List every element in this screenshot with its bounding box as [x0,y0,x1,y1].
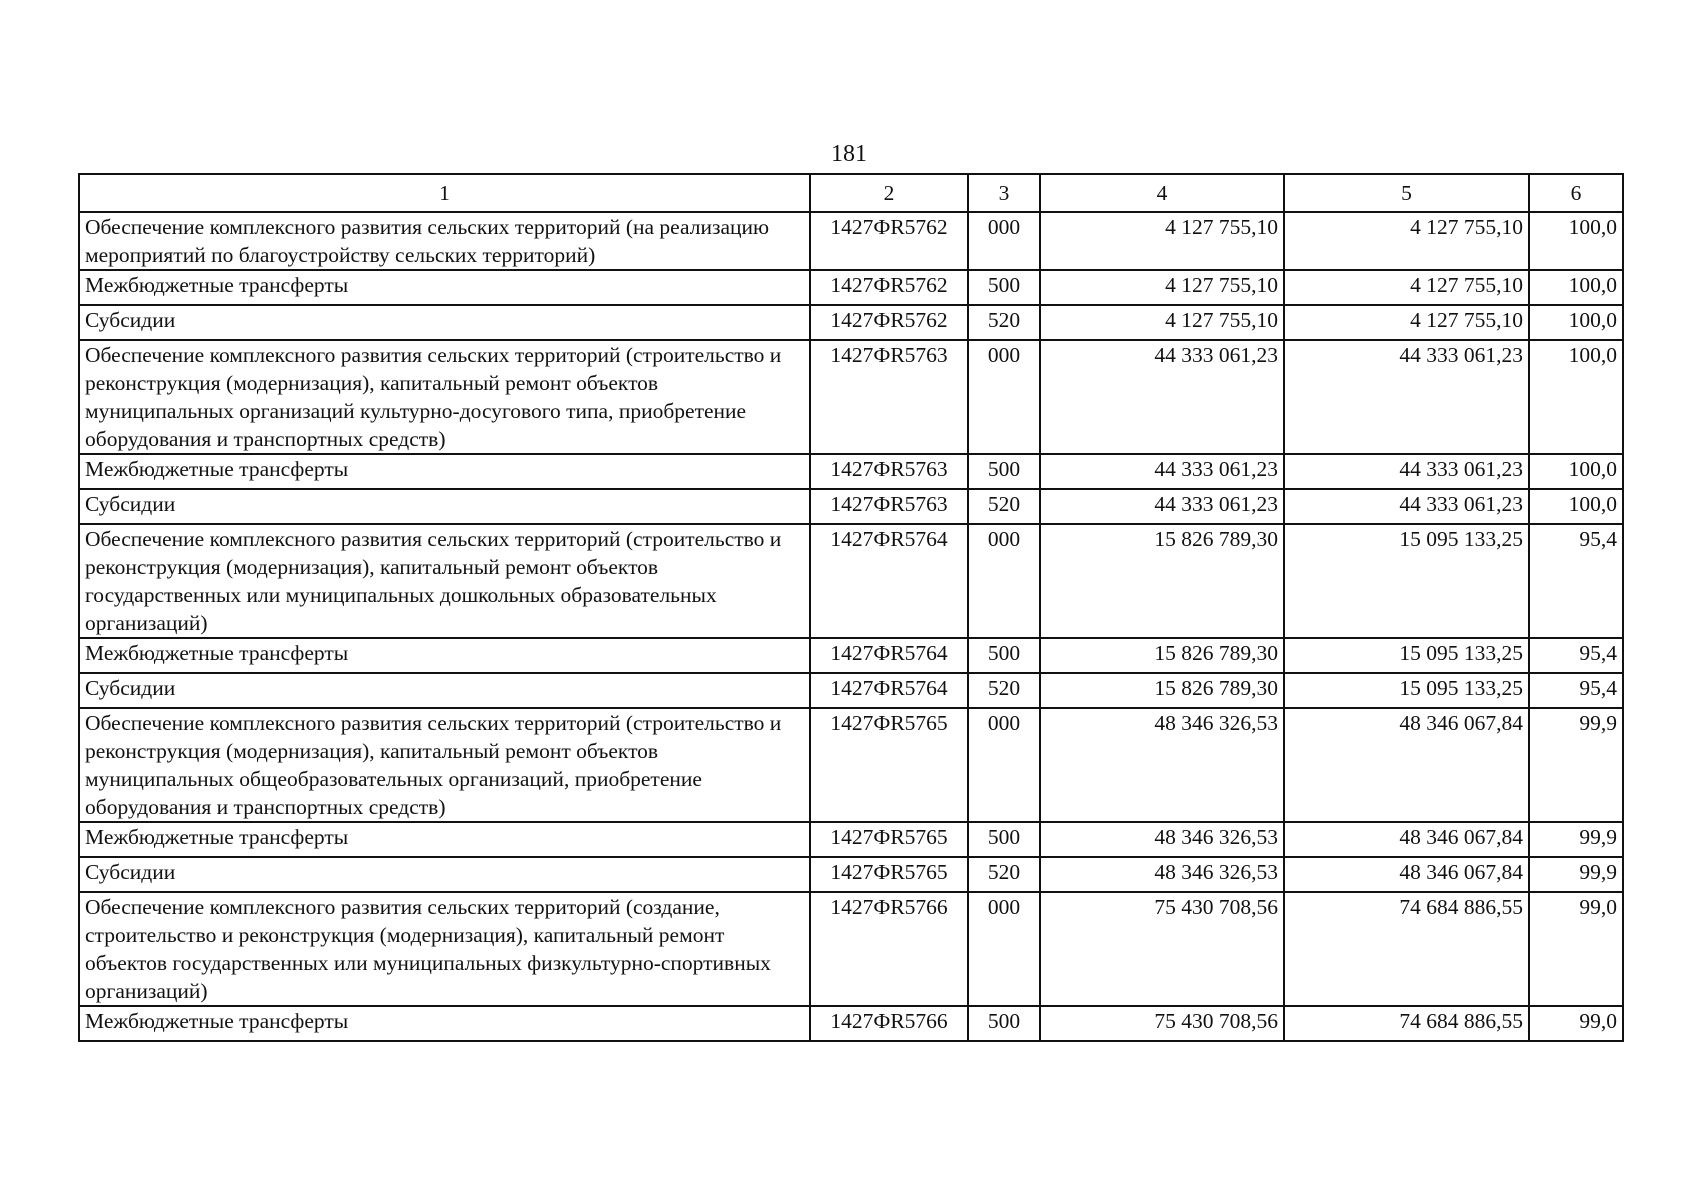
row-code-cell: 1427ФR5765 [810,822,968,857]
row-name-cell: Обеспечение комплексного развития сельских территорий (строительство и реконструкция (модернизация), капитальный ремонт объектов муниципальных общеобразовательных организаций, приобретение оборудования и транспортных средств) [79,708,810,822]
row-planned-cell: 44 333 061,23 [1040,454,1284,489]
row-percent-cell: 100,0 [1529,489,1623,524]
row-percent-cell: 100,0 [1529,270,1623,305]
row-planned-cell: 15 826 789,30 [1040,524,1284,638]
budget-table [78,173,1624,1042]
table-row [79,892,1623,1006]
row-percent-cell: 99,9 [1529,708,1623,822]
row-percent-cell: 100,0 [1529,454,1623,489]
column-header: 3 [968,174,1040,212]
row-type-cell: 500 [968,1006,1040,1041]
row-executed-cell: 48 346 067,84 [1284,857,1529,892]
row-type-cell: 500 [968,822,1040,857]
row-type-cell: 500 [968,270,1040,305]
row-planned-cell: 15 826 789,30 [1040,673,1284,708]
row-type-cell: 520 [968,857,1040,892]
table-row [79,270,1623,305]
row-executed-cell: 48 346 067,84 [1284,708,1529,822]
row-type-cell: 500 [968,638,1040,673]
column-header: 6 [1529,174,1623,212]
row-planned-cell: 4 127 755,10 [1040,270,1284,305]
row-code-cell: 1427ФR5763 [810,489,968,524]
row-name-cell: Межбюджетные трансферты [79,270,810,305]
page-number: 181 [831,141,867,167]
row-executed-cell: 4 127 755,10 [1284,212,1529,270]
row-type-cell: 500 [968,454,1040,489]
row-percent-cell: 100,0 [1529,305,1623,340]
table-row [79,822,1623,857]
row-percent-cell: 95,4 [1529,673,1623,708]
row-percent-cell: 99,0 [1529,892,1623,1006]
row-code-cell: 1427ФR5764 [810,524,968,638]
row-code-cell: 1427ФR5763 [810,454,968,489]
row-type-cell: 000 [968,708,1040,822]
row-name-cell: Обеспечение комплексного развития сельских территорий (строительство и реконструкция (модернизация), капитальный ремонт объектов муниципальных организаций культурно-досугового типа, приобретение оборудования и транспортных средств) [79,340,810,454]
row-executed-cell: 44 333 061,23 [1284,340,1529,454]
row-code-cell: 1427ФR5764 [810,638,968,673]
row-planned-cell: 48 346 326,53 [1040,822,1284,857]
row-code-cell: 1427ФR5765 [810,857,968,892]
row-planned-cell: 48 346 326,53 [1040,857,1284,892]
table-row [79,212,1623,270]
row-name-cell: Субсидии [79,489,810,524]
row-planned-cell: 44 333 061,23 [1040,340,1284,454]
row-executed-cell: 4 127 755,10 [1284,270,1529,305]
row-name-cell: Межбюджетные трансферты [79,454,810,489]
row-planned-cell: 4 127 755,10 [1040,212,1284,270]
row-name-cell: Межбюджетные трансферты [79,822,810,857]
row-percent-cell: 95,4 [1529,524,1623,638]
row-planned-cell: 48 346 326,53 [1040,708,1284,822]
row-executed-cell: 74 684 886,55 [1284,1006,1529,1041]
row-executed-cell: 15 095 133,25 [1284,673,1529,708]
column-header: 4 [1040,174,1284,212]
row-percent-cell: 95,4 [1529,638,1623,673]
row-type-cell: 000 [968,524,1040,638]
row-name-cell: Субсидии [79,673,810,708]
table-row [79,673,1623,708]
row-executed-cell: 44 333 061,23 [1284,489,1529,524]
row-code-cell: 1427ФR5765 [810,708,968,822]
row-name-cell: Субсидии [79,857,810,892]
row-name-cell: Межбюджетные трансферты [79,638,810,673]
row-type-cell: 520 [968,489,1040,524]
row-executed-cell: 15 095 133,25 [1284,524,1529,638]
table-row [79,305,1623,340]
table-row [79,340,1623,454]
table-row [79,524,1623,638]
row-name-cell: Межбюджетные трансферты [79,1006,810,1041]
table-row [79,857,1623,892]
row-planned-cell: 15 826 789,30 [1040,638,1284,673]
row-type-cell: 520 [968,305,1040,340]
row-name-cell: Субсидии [79,305,810,340]
table-row [79,638,1623,673]
column-header: 5 [1284,174,1529,212]
column-header: 2 [810,174,968,212]
row-code-cell: 1427ФR5763 [810,340,968,454]
row-executed-cell: 74 684 886,55 [1284,892,1529,1006]
row-code-cell: 1427ФR5766 [810,892,968,1006]
row-planned-cell: 4 127 755,10 [1040,305,1284,340]
row-code-cell: 1427ФR5762 [810,305,968,340]
row-planned-cell: 75 430 708,56 [1040,892,1284,1006]
row-percent-cell: 99,9 [1529,857,1623,892]
table-row [79,1006,1623,1041]
table-row [79,489,1623,524]
row-code-cell: 1427ФR5764 [810,673,968,708]
row-planned-cell: 75 430 708,56 [1040,1006,1284,1041]
row-executed-cell: 15 095 133,25 [1284,638,1529,673]
row-code-cell: 1427ФR5762 [810,270,968,305]
row-name-cell: Обеспечение комплексного развития сельских территорий (на реализацию мероприятий по благоустройству сельских территорий) [79,212,810,270]
row-executed-cell: 48 346 067,84 [1284,822,1529,857]
column-header: 1 [79,174,810,212]
row-type-cell: 520 [968,673,1040,708]
row-percent-cell: 99,9 [1529,822,1623,857]
row-type-cell: 000 [968,340,1040,454]
row-code-cell: 1427ФR5766 [810,1006,968,1041]
row-percent-cell: 99,0 [1529,1006,1623,1041]
row-type-cell: 000 [968,212,1040,270]
table-row [79,708,1623,822]
row-executed-cell: 4 127 755,10 [1284,305,1529,340]
row-percent-cell: 100,0 [1529,212,1623,270]
table-row [79,454,1623,489]
header-row [79,174,1623,212]
row-planned-cell: 44 333 061,23 [1040,489,1284,524]
row-executed-cell: 44 333 061,23 [1284,454,1529,489]
row-code-cell: 1427ФR5762 [810,212,968,270]
row-name-cell: Обеспечение комплексного развития сельских территорий (создание, строительство и реконструкция (модернизация), капитальный ремонт объектов государственных или муниципальных физкультурно-спортивных организаций) [79,892,810,1006]
row-name-cell: Обеспечение комплексного развития сельских территорий (строительство и реконструкция (модернизация), капитальный ремонт объектов государственных или муниципальных дошкольных образовательных организаций) [79,524,810,638]
row-type-cell: 000 [968,892,1040,1006]
row-percent-cell: 100,0 [1529,340,1623,454]
